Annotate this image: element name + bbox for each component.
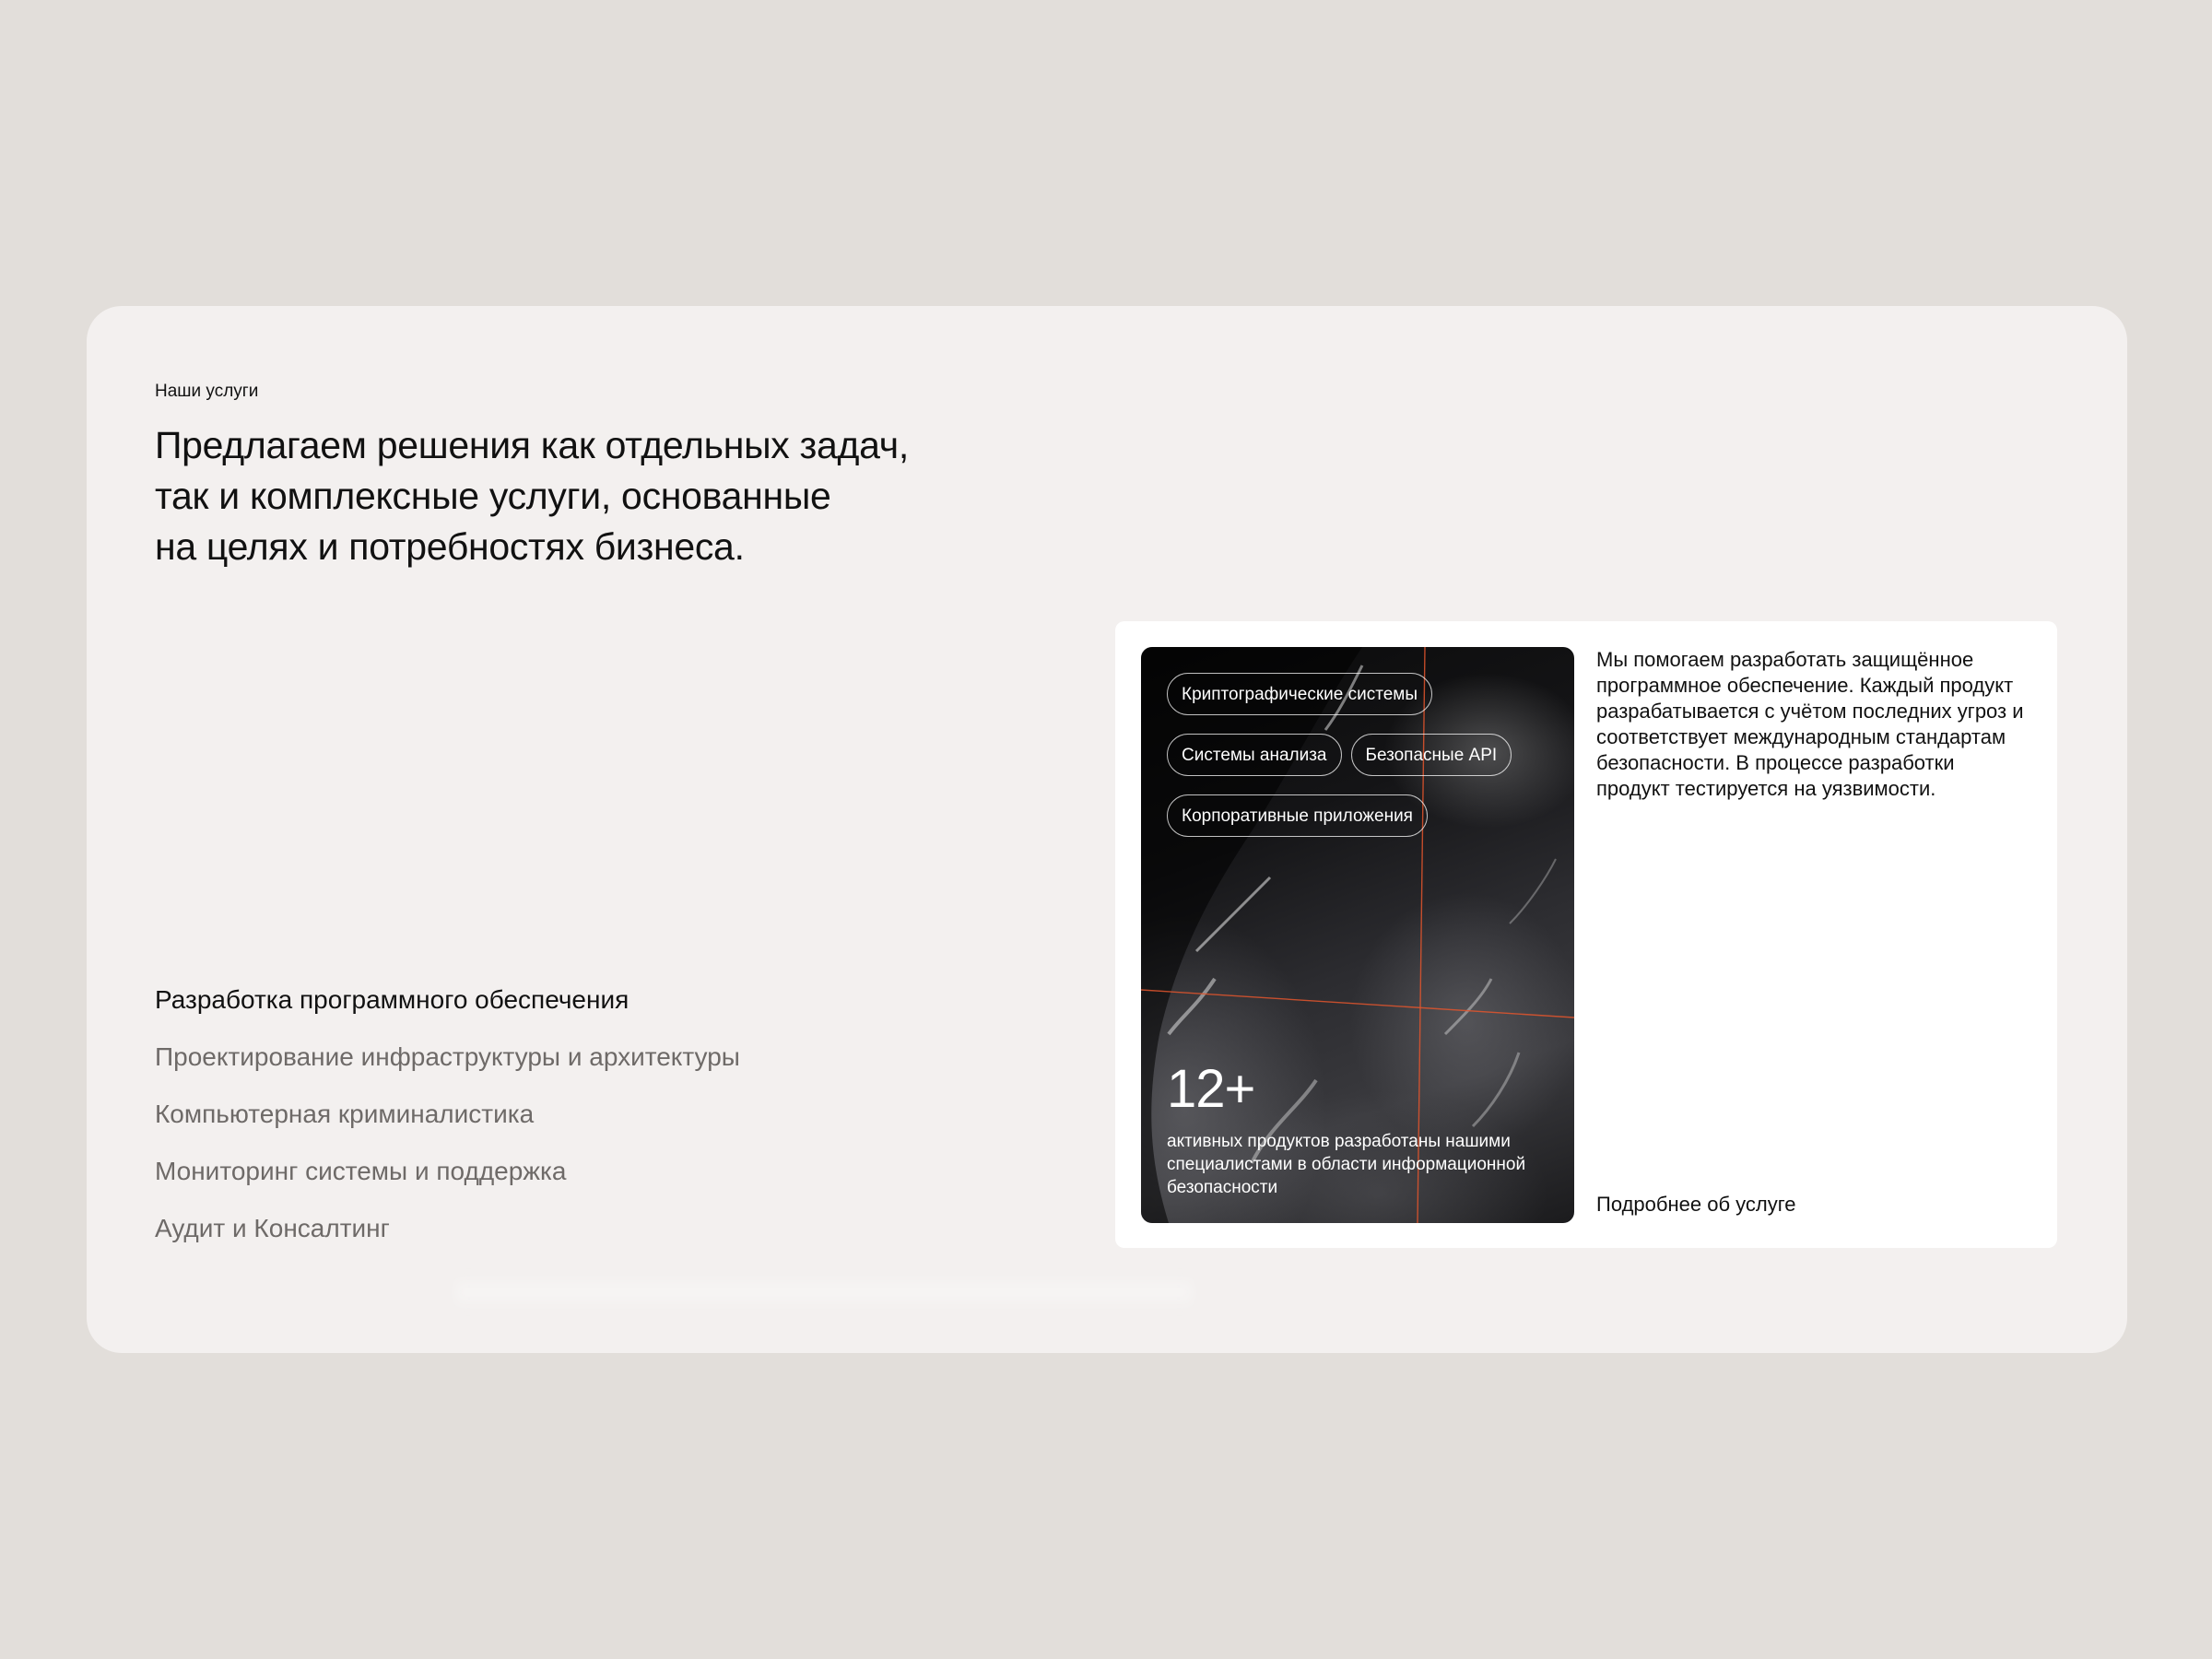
service-description: Мы помогаем разработать защищённое программное обеспечение. Каждый продукт разрабатывается с учётом последних угроз и соответствует международным стандартам безопасности. В процессе разработки продукт тестируется на уязвимости.	[1596, 648, 2024, 800]
service-item-audit-consulting[interactable]: Аудит и Консалтинг	[155, 1214, 390, 1242]
service-image	[1141, 647, 1574, 1223]
services-list	[155, 984, 740, 1270]
tag-corporate-apps[interactable]: Корпоративные приложения	[1167, 794, 1428, 837]
service-item-monitoring-support[interactable]: Мониторинг системы и поддержка	[155, 1157, 567, 1185]
section-headline	[155, 420, 1058, 572]
tag-cryptographic-systems[interactable]: Криптографические системы	[1167, 673, 1432, 715]
service-more-link[interactable]: Подробнее об услуге	[1596, 1193, 1796, 1216]
decorative-fade	[455, 1274, 1193, 1311]
headline-line: так и комплексные услуги, основанные	[155, 475, 831, 517]
services-panel	[87, 306, 2127, 1353]
tag-secure-api[interactable]: Безопасные API	[1351, 734, 1512, 776]
tag-list	[1167, 673, 1554, 837]
stat-value: 12+	[1167, 1059, 1255, 1119]
service-item-infrastructure-architecture[interactable]: Проектирование инфраструктуры и архитектуры	[155, 1042, 740, 1071]
tag-analysis-systems[interactable]: Системы анализа	[1167, 734, 1342, 776]
headline-line: Предлагаем решения как отдельных задач,	[155, 424, 909, 466]
section-eyebrow: Наши услуги	[155, 382, 259, 401]
service-item-computer-forensics[interactable]: Компьютерная криминалистика	[155, 1100, 535, 1128]
service-detail-card	[1115, 621, 2057, 1248]
headline-line: на целях и потребностях бизнеса.	[155, 525, 745, 568]
stat-caption: активных продуктов разработаны нашими специалистами в области информационной безопасности	[1167, 1132, 1526, 1197]
service-item-software-development[interactable]: Разработка программного обеспечения	[155, 985, 629, 1014]
